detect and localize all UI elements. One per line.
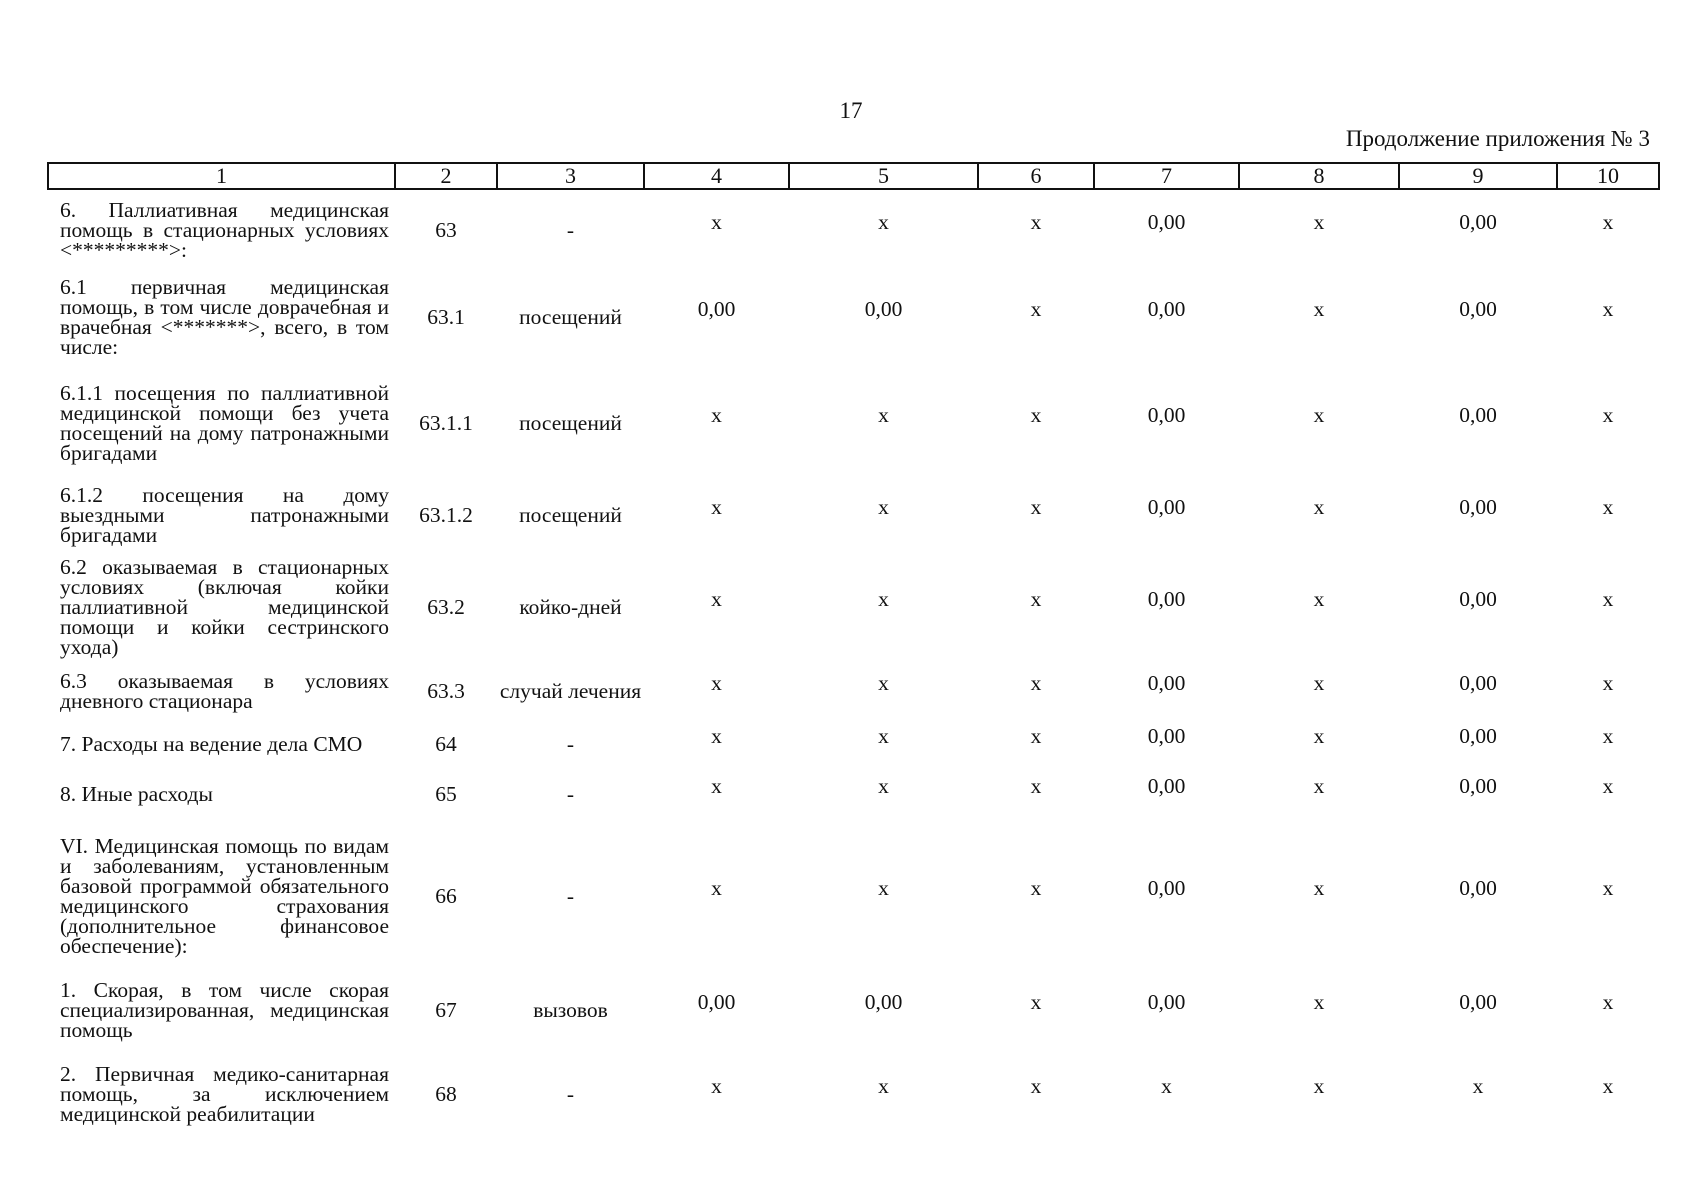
cell-col10 [1557,477,1659,549]
row-unit [497,265,644,365]
cell-value: 0,00 [697,990,736,1014]
cell-value: 0,00 [1147,671,1186,695]
cell-value: х [878,724,889,748]
cell-value: х [1313,774,1325,798]
cell-col8 [1239,971,1399,1045]
row-unit [497,661,644,717]
cell-col9 [1399,817,1557,971]
row-name: VI. Медицинская помощь по видам и заболеваниям, установленным базовой программой обязательного медицинского страхования (дополнительное финансовое обеспечение): [60,834,389,958]
cell-value: х [878,209,889,234]
cell-col10 [1557,1045,1659,1139]
cell-value: х [711,587,722,611]
table-row [48,1045,1659,1139]
cell-value: х [1313,495,1325,519]
cell-col8 [1239,717,1399,767]
row-code-text: 65 [435,782,457,806]
row-code [395,971,497,1045]
table-row [48,549,1659,661]
cell-value: х [878,876,889,900]
cell-col9 [1399,971,1557,1045]
cell-col5 [789,717,978,767]
column-header: 4 [644,163,789,189]
cell-col9 [1399,717,1557,767]
row-unit-text: - [566,884,575,908]
cell-col4 [644,265,789,365]
cell-value: 0,00 [864,297,903,321]
cell-col10 [1557,365,1659,477]
cell-col7 [1094,767,1239,817]
table-row [48,971,1659,1045]
cell-value: х [878,774,889,798]
row-unit-text: посещений [519,503,622,527]
cell-value: х [1602,495,1614,519]
cell-col4 [644,817,789,971]
cell-value: х [1030,671,1042,695]
cell-value: х [1161,1074,1172,1098]
column-header: 10 [1557,163,1659,189]
table-row [48,717,1659,767]
cell-col10 [1557,767,1659,817]
column-header: 5 [789,163,978,189]
row-code [395,189,497,265]
row-unit-text: посещений [519,305,622,329]
cell-value: х [1602,403,1614,427]
row-name: 6.2 оказываемая в стационарных условиях (включая койки паллиативной медицинской помощи и койки сестринского ухода) [60,555,389,659]
table-row [48,265,1659,365]
cell-value: х [878,587,889,611]
cell-col8 [1239,817,1399,971]
cell-col5 [789,1045,978,1139]
cell-col7 [1094,477,1239,549]
cell-value: 0,00 [1459,774,1497,798]
cell-value: 0,00 [1147,587,1186,611]
cell-col10 [1557,549,1659,661]
column-header: 3 [497,163,644,189]
cell-col5 [789,365,978,477]
table-row [48,661,1659,717]
cell-col10 [1557,717,1659,767]
cell-value: х [1030,724,1042,748]
row-code-text: 68 [435,1082,457,1106]
cell-value: х [1030,587,1042,611]
row-name: 6. Паллиативная медицинская помощь в стационарных условиях <*********>: [60,197,389,262]
cell-col10 [1557,971,1659,1045]
cell-col6 [978,549,1094,661]
column-header: 7 [1094,163,1239,189]
cell-value: х [1602,774,1614,798]
cell-value: 0,00 [1147,403,1186,427]
row-code-text: 63.1.2 [419,503,473,527]
cell-value: 0,00 [1459,671,1497,695]
row-code-text: 64 [435,732,457,756]
cell-value: х [711,774,722,798]
cell-value: 0,00 [1147,209,1186,234]
cell-value: х [1030,774,1042,798]
cell-value: 0,00 [1459,876,1497,900]
cell-col9 [1399,265,1557,365]
row-name: 2. Первичная медико-санитарная помощь, за исключением медицинской реабилитации [60,1062,389,1126]
cell-value: 0,00 [1459,990,1497,1014]
cell-value: х [1602,724,1614,748]
row-unit [497,971,644,1045]
cell-col7 [1094,265,1239,365]
column-number-row [48,163,1659,189]
cell-value: 0,00 [1459,297,1497,321]
appendix-continuation-title: Продолжение приложения № 3 [1345,126,1650,151]
cell-value: 0,00 [1459,495,1497,519]
cell-col4 [644,477,789,549]
cell-col7 [1094,717,1239,767]
cell-col6 [978,477,1094,549]
table-row [48,477,1659,549]
row-unit-text: - [566,732,575,756]
table-row [48,189,1659,265]
row-name: 1. Скорая, в том числе скорая специализированная, медицинская помощь [60,978,389,1042]
row-unit-text: посещений [519,411,622,435]
cell-value: х [1313,587,1325,611]
appendix-table [47,162,1660,1139]
cell-col10 [1557,817,1659,971]
row-code [395,365,497,477]
cell-col4 [644,971,789,1045]
row-unit-text: вызовов [533,998,608,1022]
row-code [395,767,497,817]
cell-col9 [1399,767,1557,817]
cell-col4 [644,661,789,717]
row-name: 6.1.1 посещения по паллиативной медицинской помощи без учета посещений на дому патронажными бригадами [60,381,389,465]
cell-col4 [644,365,789,477]
row-unit [497,767,644,817]
cell-value: х [1313,209,1325,234]
row-code [395,265,497,365]
row-name: 6.1 первичная медицинская помощь, в том числе доврачебная и врачебная <*******>, всего, в том числе: [60,275,389,359]
cell-col5 [789,817,978,971]
cell-value: 0,00 [1147,990,1186,1014]
cell-value: х [878,1074,889,1098]
cell-value: х [1313,1074,1325,1098]
row-code-text: 63.2 [427,595,465,619]
cell-col5 [789,661,978,717]
cell-col8 [1239,265,1399,365]
row-code [395,477,497,549]
row-unit [497,365,644,477]
cell-col4 [644,767,789,817]
cell-value: х [1602,671,1614,695]
cell-value: 0,00 [1459,209,1497,234]
row-code-text: 66 [435,884,457,908]
cell-value: х [711,403,722,427]
cell-value: х [1313,724,1325,748]
cell-value: х [878,671,889,695]
cell-col4 [644,1045,789,1139]
cell-value: 0,00 [697,297,736,321]
row-unit [497,549,644,661]
cell-col8 [1239,549,1399,661]
row-code-text: 63 [435,217,457,242]
cell-value: х [1313,403,1325,427]
row-code-text: 63.1 [427,305,465,329]
cell-value: 0,00 [1147,876,1186,900]
cell-value: х [711,671,722,695]
row-name: 8. Иные расходы [60,782,213,806]
cell-col8 [1239,661,1399,717]
cell-col6 [978,971,1094,1045]
cell-col10 [1557,265,1659,365]
cell-col9 [1399,1045,1557,1139]
cell-col7 [1094,817,1239,971]
cell-value: х [711,724,722,748]
cell-col9 [1399,189,1557,265]
cell-value: х [1602,587,1614,611]
cell-col5 [789,265,978,365]
cell-value: х [878,403,889,427]
cell-value: х [711,876,722,900]
cell-value: х [1602,876,1614,900]
cell-value: х [1313,297,1325,321]
row-code-text: 67 [435,998,457,1022]
cell-value: 0,00 [1459,403,1497,427]
table-row [48,817,1659,971]
row-unit-text: койко-дней [519,595,622,619]
cell-col7 [1094,661,1239,717]
row-unit-text: случай лечения [499,679,642,703]
cell-value: 0,00 [1147,495,1186,519]
cell-col8 [1239,189,1399,265]
cell-col8 [1239,365,1399,477]
cell-value: х [711,209,722,234]
cell-col7 [1094,189,1239,265]
cell-col9 [1399,661,1557,717]
table-body [48,189,1659,1139]
row-name: 6.1.2 посещения на дому выездными патронажными бригадами [60,483,389,547]
page-number: 17 [839,98,863,123]
cell-value: х [1313,671,1325,695]
cell-col10 [1557,189,1659,265]
row-unit [497,717,644,767]
cell-col6 [978,717,1094,767]
cell-col9 [1399,477,1557,549]
cell-value: х [1030,990,1042,1014]
cell-col6 [978,365,1094,477]
cell-value: 0,00 [1147,297,1186,321]
row-unit-text: - [566,782,575,806]
row-code [395,717,497,767]
cell-col6 [978,767,1094,817]
row-unit-text: - [566,217,575,242]
cell-value: х [711,1074,722,1098]
cell-value: 0,00 [1147,724,1186,748]
row-name: 7. Расходы на ведение дела СМО [60,732,363,756]
column-header: 6 [978,163,1094,189]
cell-value: х [1030,209,1042,234]
row-code [395,817,497,971]
row-code-text: 63.1.1 [419,411,473,435]
table-header [48,163,1659,189]
cell-value: х [1030,297,1042,321]
cell-value: 0,00 [1147,774,1186,798]
row-unit [497,1045,644,1139]
column-header: 1 [48,163,395,189]
cell-col6 [978,189,1094,265]
cell-col5 [789,477,978,549]
cell-value: х [1313,990,1325,1014]
row-code-text: 63.3 [427,679,465,703]
column-header: 8 [1239,163,1399,189]
row-unit [497,477,644,549]
cell-col5 [789,971,978,1045]
cell-col7 [1094,1045,1239,1139]
cell-value: 0,00 [864,990,903,1014]
cell-value: х [1472,1074,1484,1098]
cell-col4 [644,549,789,661]
cell-value: 0,00 [1459,724,1497,748]
cell-col8 [1239,1045,1399,1139]
column-header: 2 [395,163,497,189]
cell-col4 [644,717,789,767]
cell-col6 [978,817,1094,971]
cell-col8 [1239,767,1399,817]
cell-value: х [1602,209,1614,234]
cell-value: х [878,495,889,519]
cell-col7 [1094,971,1239,1045]
cell-col6 [978,1045,1094,1139]
column-header: 9 [1399,163,1557,189]
cell-col5 [789,767,978,817]
cell-value: х [1313,876,1325,900]
cell-col6 [978,265,1094,365]
row-unit-text: - [566,1082,575,1106]
table-row [48,767,1659,817]
cell-col7 [1094,549,1239,661]
cell-value: х [1602,990,1614,1014]
row-code [395,549,497,661]
cell-value: х [1030,403,1042,427]
cell-col10 [1557,661,1659,717]
cell-value: х [1602,297,1614,321]
cell-col4 [644,189,789,265]
cell-col6 [978,661,1094,717]
row-name: 6.3 оказываемая в условиях дневного стационара [60,669,389,713]
row-unit [497,817,644,971]
cell-value: х [1030,876,1042,900]
cell-col9 [1399,365,1557,477]
cell-value: х [1030,495,1042,519]
table-row [48,365,1659,477]
cell-col5 [789,549,978,661]
cell-col5 [789,189,978,265]
cell-value: х [711,495,722,519]
cell-col7 [1094,365,1239,477]
cell-col9 [1399,549,1557,661]
cell-col8 [1239,477,1399,549]
cell-value: 0,00 [1459,587,1497,611]
row-code [395,661,497,717]
cell-value: х [1602,1074,1614,1098]
row-unit [497,189,644,265]
cell-value: х [1030,1074,1042,1098]
row-code [395,1045,497,1139]
